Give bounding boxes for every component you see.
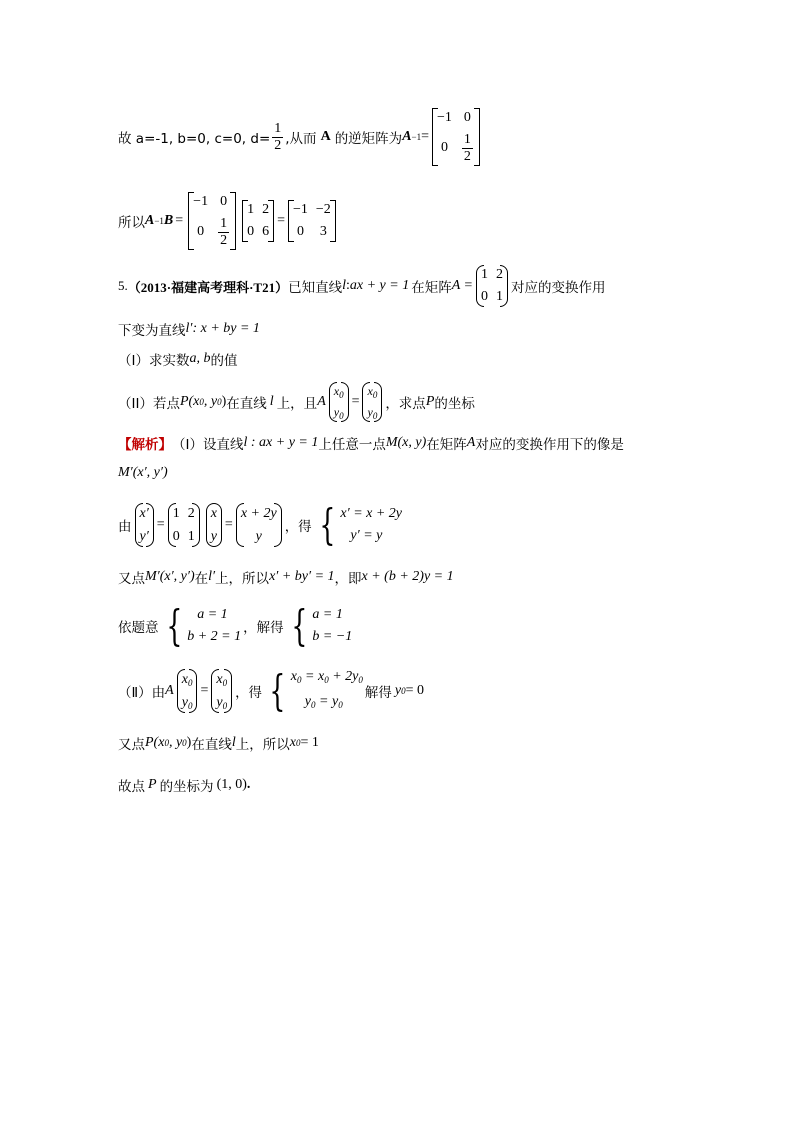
row: x′ = x + 2y (340, 506, 403, 521)
line-l: l (269, 394, 274, 409)
solution-image-point (118, 462, 168, 484)
row (291, 691, 363, 716)
subscript: 0 (311, 700, 316, 710)
var: x (367, 383, 373, 398)
var: x (290, 669, 298, 684)
var: x (333, 383, 340, 398)
subscript: 0 (358, 675, 363, 685)
fraction-half: $\frac{1}{2}$ (274, 120, 282, 153)
matrix-A (476, 265, 508, 307)
row (291, 666, 363, 691)
solution-math: ) (186, 735, 192, 750)
equals: = (175, 213, 184, 228)
line1-mid: ,从而 (285, 131, 317, 147)
solution-math: = 0 (405, 683, 424, 698)
problem-source: （2013·福建高考理科·T21） (127, 279, 289, 295)
question-text: （I）求实数 (118, 353, 190, 369)
solution-math: y (394, 683, 402, 698)
solution-math: P(x (145, 735, 165, 750)
solution-text: 上，所以 (235, 737, 290, 753)
row: b = −1 (312, 629, 353, 644)
subscript: 0 (217, 397, 222, 407)
solution-math: = 1 (300, 735, 319, 750)
line1-prefix: 故 a=-1, b=0, c=0, d= (118, 131, 271, 147)
line1-suffix: 的逆矩阵为 (334, 131, 403, 147)
line-inverse-matrix (118, 106, 483, 168)
solution-text: 对应的变换作用下的像是 (475, 437, 624, 453)
cell (216, 695, 227, 711)
question-1 (118, 348, 237, 370)
solution-text: 由 (118, 519, 132, 535)
solution-text: 上任意一点 (318, 437, 386, 453)
brace: { (269, 666, 286, 715)
cell (367, 384, 377, 400)
solution-text: 又点 (118, 571, 145, 587)
line2-prefix: 所以 (118, 215, 145, 231)
cell: x′ (139, 505, 149, 521)
system-2 (161, 601, 242, 650)
var: y (304, 694, 312, 709)
point-P: , y (203, 394, 218, 409)
subscript: 0 (401, 686, 406, 696)
vector-result (236, 503, 282, 547)
cell: 6 (262, 224, 270, 239)
cell: 2 (187, 505, 195, 521)
var: y (333, 404, 340, 419)
vector-x0y0 (177, 669, 198, 713)
solution-text: 依题意 (118, 620, 159, 636)
vector-x0y0 (211, 669, 232, 713)
matrix-A (168, 503, 200, 547)
solution-text: 的坐标为 (159, 779, 214, 795)
problem-text: 在矩阵 (411, 280, 452, 296)
A-label: A (145, 213, 155, 228)
subscript: 0 (339, 410, 344, 421)
cell: 0 (172, 528, 180, 544)
line-product (118, 190, 339, 252)
cell: 1 (247, 202, 255, 217)
solution-text: 故点 (118, 779, 145, 795)
cell: 2 (495, 267, 503, 282)
brace: { (290, 601, 308, 650)
line-l-prime: l′: x + by = 1 (185, 321, 260, 336)
solution-tag: 【解析】 (118, 437, 172, 453)
matrix-B (242, 200, 274, 242)
row: a = 1 (197, 607, 228, 622)
cell: −2 (315, 202, 331, 217)
problem-text: 已知直线 (288, 280, 343, 296)
cell (367, 405, 377, 421)
equals: = (200, 683, 209, 698)
solution-transform (118, 500, 404, 550)
cell-fraction: $\frac{1}{2}$ (463, 131, 471, 164)
var: y (181, 694, 188, 710)
inverse-matrix (432, 108, 480, 166)
B-label: B (163, 213, 174, 228)
A-inverse-label: A (402, 129, 412, 144)
solution-point-on-line (118, 732, 319, 754)
cell: x (210, 505, 217, 521)
vector-xy (206, 503, 222, 547)
cell (182, 695, 193, 711)
solution-math: (1, 0) (216, 777, 247, 792)
vector-x0y0 (362, 382, 382, 422)
solution-math: x′ + by′ = 1 (269, 569, 335, 584)
solution-math: P (148, 777, 157, 792)
question-text: 在直线 (226, 396, 267, 412)
cell: y (210, 528, 217, 544)
solution-math: x + (b + 2)y = 1 (361, 569, 454, 584)
solution-conditions (118, 600, 354, 652)
matrix-A-label: A (317, 394, 326, 409)
subscript: 0 (164, 738, 169, 748)
subscript: 0 (297, 675, 302, 685)
line-l: l (342, 278, 346, 293)
equals: = (224, 517, 233, 532)
problem-text: 下变为直线 (118, 323, 186, 339)
inverse-sup: −1 (154, 216, 164, 226)
equals: = (421, 129, 430, 144)
solution-math: M(x, y) (385, 435, 427, 450)
subscript: 0 (372, 389, 378, 400)
matrix-result (288, 200, 336, 242)
cell: 1 (480, 267, 488, 282)
cell: −1 (193, 194, 209, 210)
system-4 (264, 666, 363, 716)
solution-text: （Ⅱ）由 (118, 685, 166, 701)
subscript: 0 (199, 397, 204, 407)
subscript: 0 (339, 389, 344, 400)
solution-math: M′(x′, y′) (145, 569, 195, 584)
line-equation: ax + y = 1 (349, 278, 410, 293)
solution-math: x (289, 735, 296, 750)
solution-text: 在矩阵 (426, 437, 467, 453)
cell: 1 (495, 289, 503, 304)
question-text: 的值 (210, 353, 238, 369)
subscript: 0 (187, 677, 193, 688)
row: a = 1 (312, 607, 343, 622)
cell (216, 672, 227, 688)
var: + 2y (328, 669, 359, 684)
solution-text: ，解得 (243, 620, 284, 636)
problem-number: 5. (118, 278, 128, 293)
var: = x (301, 669, 325, 684)
cell-fraction: $\frac{1}{2}$ (220, 215, 228, 248)
solution-text: 在 (194, 571, 209, 587)
colon: : (345, 278, 350, 293)
subscript: 0 (324, 675, 329, 685)
inverse-sup: −1 (411, 132, 422, 142)
subscript: 0 (338, 700, 343, 710)
cell (334, 405, 344, 421)
solution-math: , y (168, 735, 183, 750)
problem-statement (118, 264, 605, 308)
solution-math: l (231, 735, 236, 750)
solution-math: M′(x′, y′) (118, 465, 168, 480)
solution-text: ，得 (284, 519, 312, 535)
question-text: 上，且 (276, 396, 318, 412)
vector-prime (135, 503, 154, 547)
question-text: 的坐标 (434, 396, 475, 412)
equals: = (351, 394, 360, 409)
vector-x0y0 (329, 382, 349, 422)
question-2 (118, 380, 475, 424)
var: y (367, 404, 373, 419)
solution-text: ，得 (235, 685, 263, 701)
solution-math: l : ax + y = 1 (243, 435, 319, 450)
row: y′ = y (350, 528, 383, 543)
solution-answer (118, 774, 250, 796)
solution-text: 上，所以 (215, 571, 270, 587)
solution-math: A (165, 683, 174, 698)
problem-text: 对应的变换作用 (510, 280, 606, 296)
cell: y′ (139, 528, 149, 544)
subscript: 0 (222, 700, 228, 711)
cell: 0 (440, 140, 448, 156)
solution-text: ，即 (334, 571, 362, 587)
equals: = (156, 517, 165, 532)
cell: 0 (480, 289, 488, 304)
cell: 3 (319, 224, 327, 239)
cell: 0 (247, 224, 255, 239)
point-P: P(x (179, 394, 200, 409)
solution-part2 (118, 666, 424, 716)
subscript: 0 (187, 700, 193, 711)
cell: 0 (463, 110, 471, 126)
cell: −1 (292, 202, 308, 217)
cell: 1 (187, 528, 195, 544)
cell: 0 (220, 194, 228, 210)
equals: = (277, 213, 285, 228)
problem-line2 (118, 318, 260, 340)
var: = y (315, 694, 339, 709)
row: b + 2 = 1 (187, 629, 242, 644)
solution-text: （Ⅰ）设直线 (172, 437, 244, 453)
brace: { (165, 601, 182, 650)
matrix-A-label: A (320, 129, 331, 144)
var: y (216, 694, 223, 710)
subscript: 0 (222, 677, 228, 688)
cell: x + 2y (240, 505, 277, 521)
brace: { (319, 500, 336, 549)
solution-part1 (118, 432, 624, 454)
solution-math: l′ (208, 569, 216, 584)
var: x (216, 671, 223, 687)
cell: y (255, 528, 262, 544)
cell (334, 384, 344, 400)
cell: 0 (296, 224, 304, 239)
solution-text: 在直线 (191, 737, 232, 753)
cell: 0 (197, 224, 205, 240)
subscript: 0 (295, 738, 301, 748)
solution-substitute (118, 566, 454, 588)
matrix-A-eq: A = (451, 278, 473, 293)
var: x (181, 671, 188, 687)
cell (182, 672, 193, 688)
system-3 (286, 601, 353, 650)
point-P: P (425, 394, 435, 409)
point-P: ) (221, 394, 227, 409)
question-text: ，求点 (385, 396, 426, 412)
cell: 2 (262, 202, 270, 217)
solution-text: 又点 (118, 737, 145, 753)
question-text: （II）若点 (118, 396, 180, 412)
period: . (246, 777, 251, 792)
matrix-A-inverse (188, 192, 236, 250)
cell: 1 (172, 505, 180, 521)
cell: −1 (437, 110, 452, 126)
subscript: 0 (372, 410, 378, 421)
subscript: 0 (182, 738, 187, 748)
solution-text: 解得 (364, 685, 392, 701)
question-math: a, b (189, 351, 211, 366)
system-1 (314, 500, 403, 549)
solution-math: A (466, 435, 476, 450)
